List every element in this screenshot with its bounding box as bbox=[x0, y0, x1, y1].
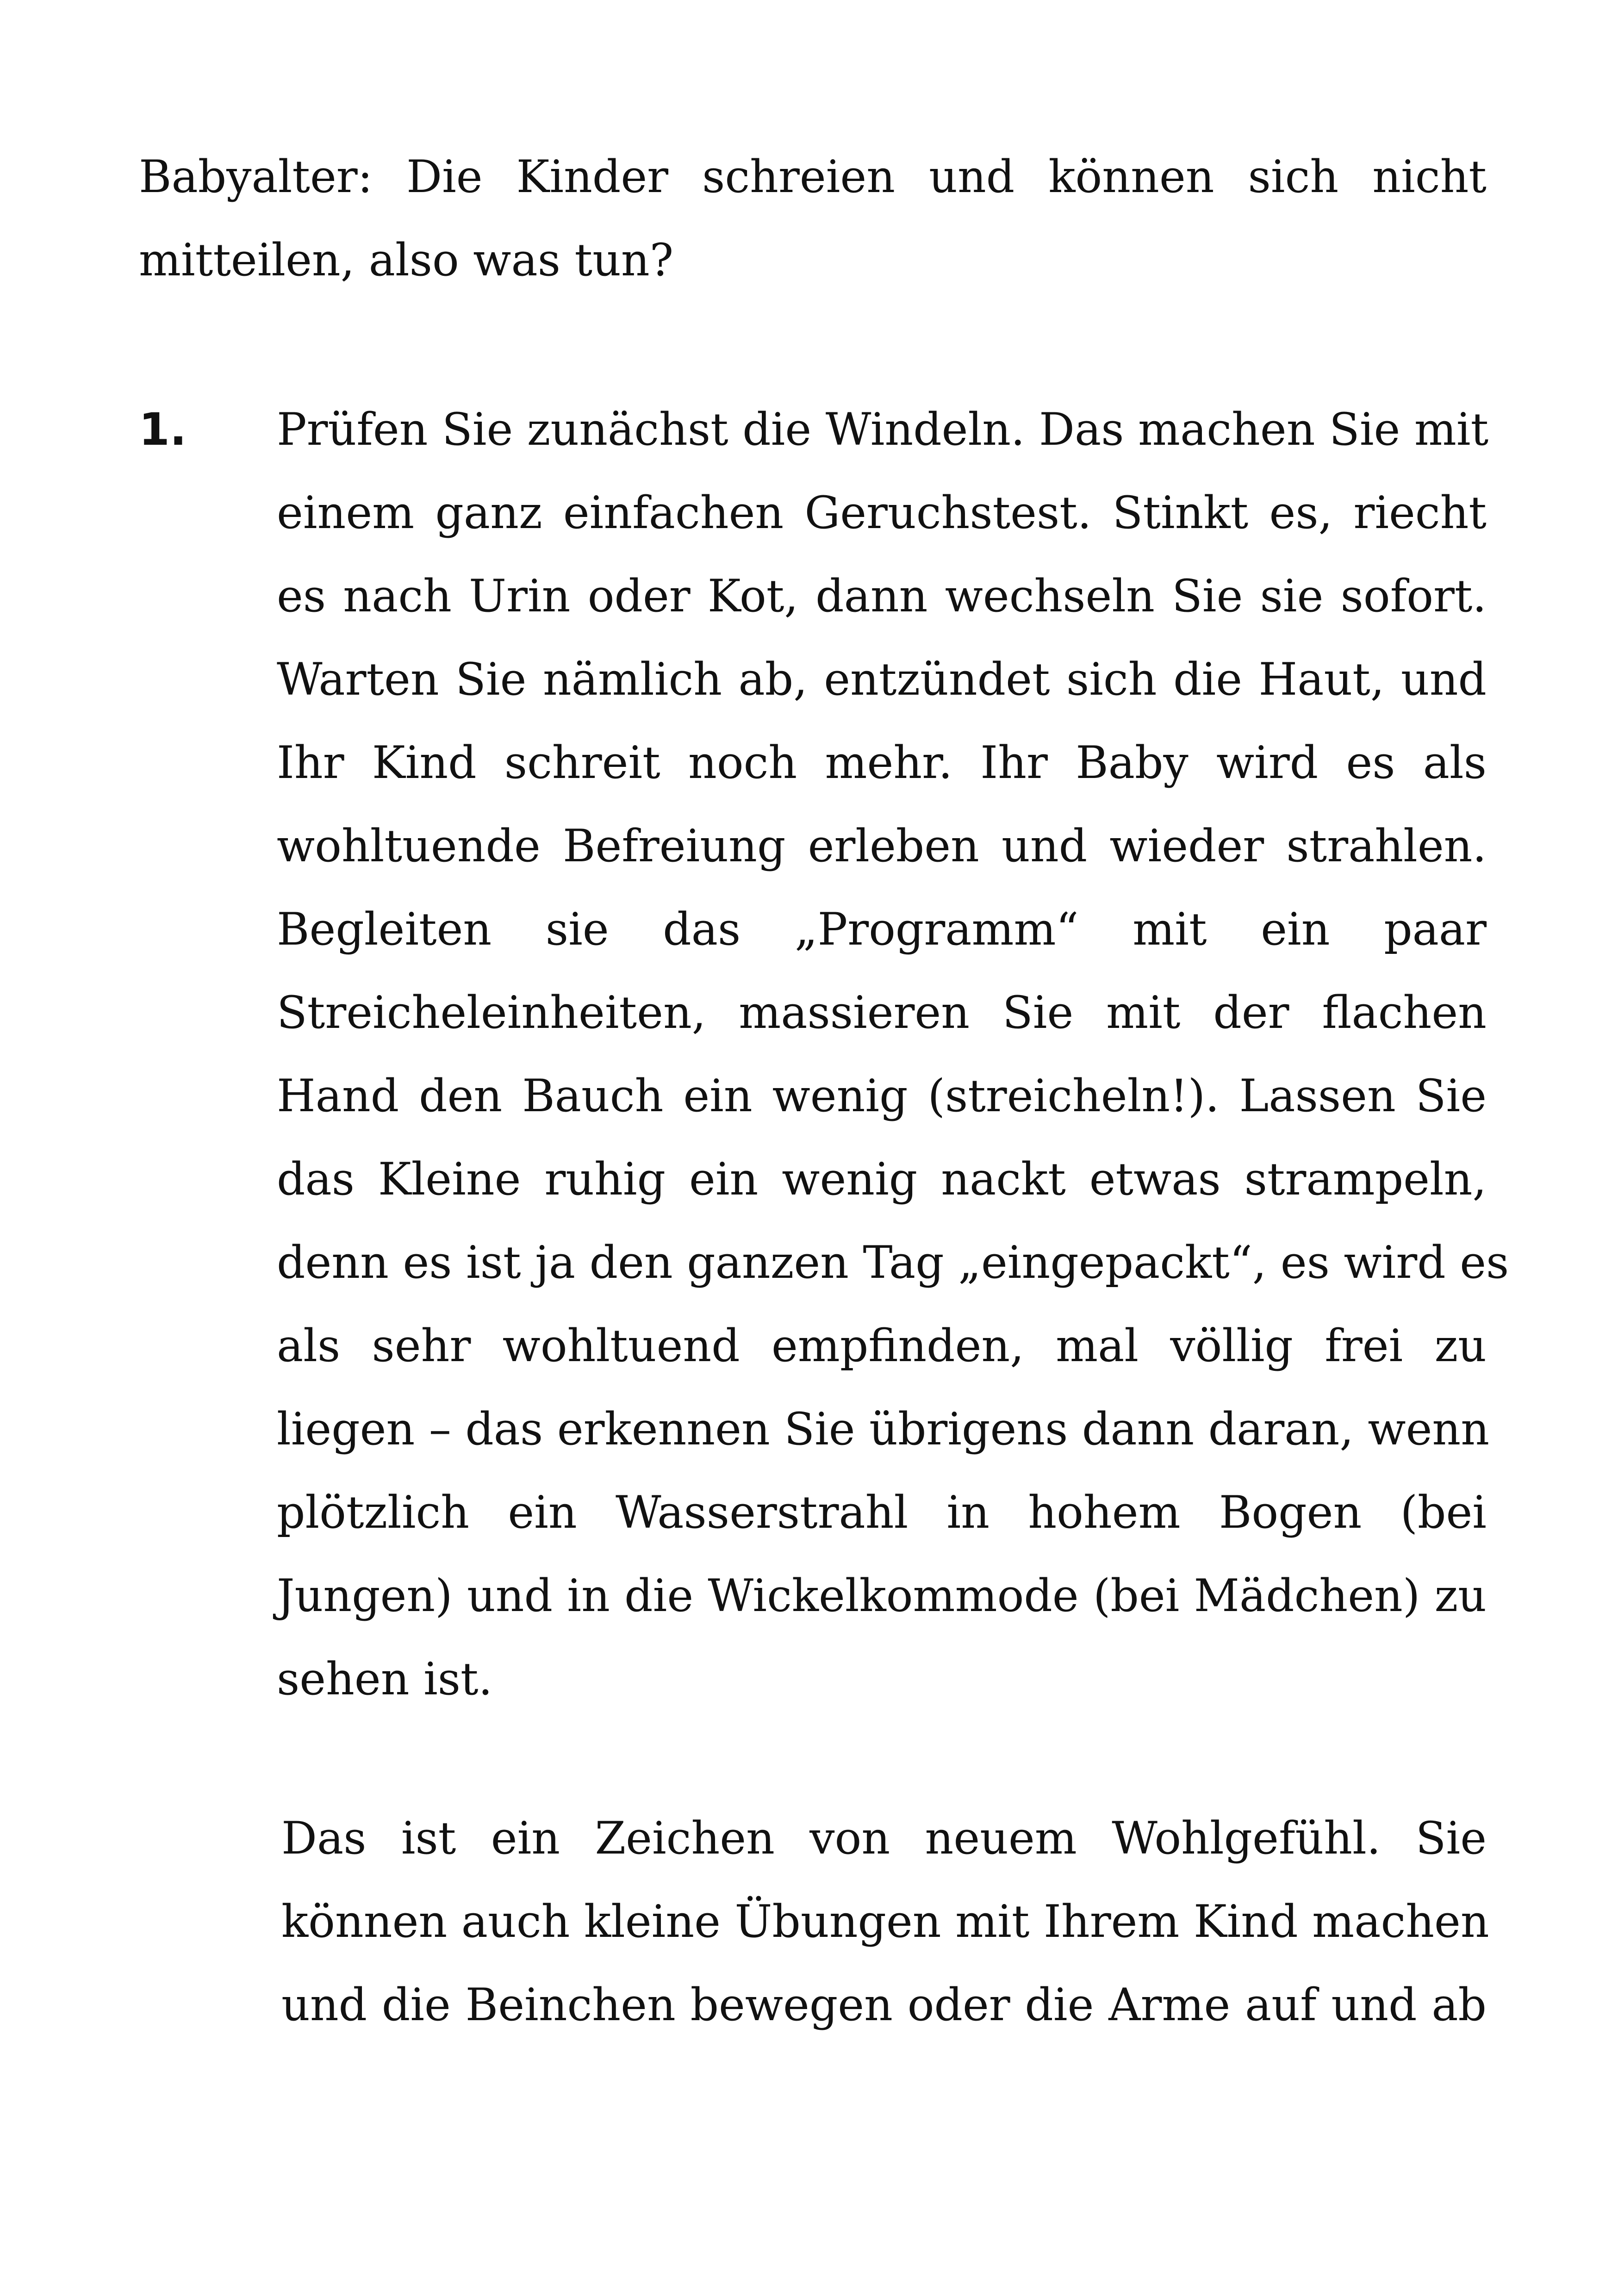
numbered-list bbox=[139, 388, 1509, 1721]
text-line: mitteilen, also was tun? bbox=[139, 234, 674, 286]
text-line: als sehr wohltuend empfinden, mal völlig frei zu bbox=[277, 1320, 1487, 1372]
text-line: Jungen) und in die Wickelkommode (bei Mädchen) zu bbox=[277, 1570, 1487, 1622]
text-line: das Kleine ruhig ein wenig nackt etwas strampeln, bbox=[277, 1153, 1487, 1205]
continuation-paragraph bbox=[281, 1797, 1487, 2047]
text-line: Prüfen Sie zunächst die Windeln. Das machen Sie mit bbox=[277, 404, 1489, 455]
text-line: und die Beinchen bewegen oder die Arme auf und ab bbox=[281, 1979, 1487, 2031]
text-line: Ihr Kind schreit noch mehr. Ihr Baby wird es als bbox=[277, 737, 1487, 789]
text-line: Babyalter: Die Kinder schreien und können sich nicht bbox=[139, 151, 1487, 203]
list-item-body bbox=[277, 388, 1509, 1721]
text-line: liegen – das erkennen Sie übrigens dann daran, wenn bbox=[277, 1403, 1490, 1455]
list-item bbox=[139, 388, 1509, 1721]
text-line: können auch kleine Übungen mit Ihrem Kind machen bbox=[281, 1896, 1489, 1948]
text-line: denn es ist ja den ganzen Tag „eingepackt“, es wird es bbox=[277, 1237, 1509, 1288]
text-line: Das ist ein Zeichen von neuem Wohlgefühl. Sie bbox=[281, 1812, 1487, 1864]
text-line: Hand den Bauch ein wenig (streicheln!). Lassen Sie bbox=[277, 1070, 1487, 1122]
text-line: Warten Sie nämlich ab, entzündet sich die Haut, und bbox=[277, 653, 1487, 705]
text-line: einem ganz einfachen Geruchstest. Stinkt es, riecht bbox=[277, 487, 1487, 539]
list-number: 1. bbox=[139, 404, 187, 455]
text-line: sehen ist. bbox=[277, 1653, 493, 1705]
intro-paragraph bbox=[139, 135, 1487, 302]
text-line: Begleiten sie das „Programm“ mit ein paar bbox=[277, 903, 1487, 955]
text-line: plötzlich ein Wasserstrahl in hohem Bogen (bei bbox=[277, 1487, 1487, 1538]
text-line: es nach Urin oder Kot, dann wechseln Sie sie sofort. bbox=[277, 570, 1487, 622]
text-line: Streicheleinheiten, massieren Sie mit der flachen bbox=[277, 987, 1487, 1039]
text-line: wohltuende Befreiung erleben und wieder strahlen. bbox=[277, 820, 1487, 872]
